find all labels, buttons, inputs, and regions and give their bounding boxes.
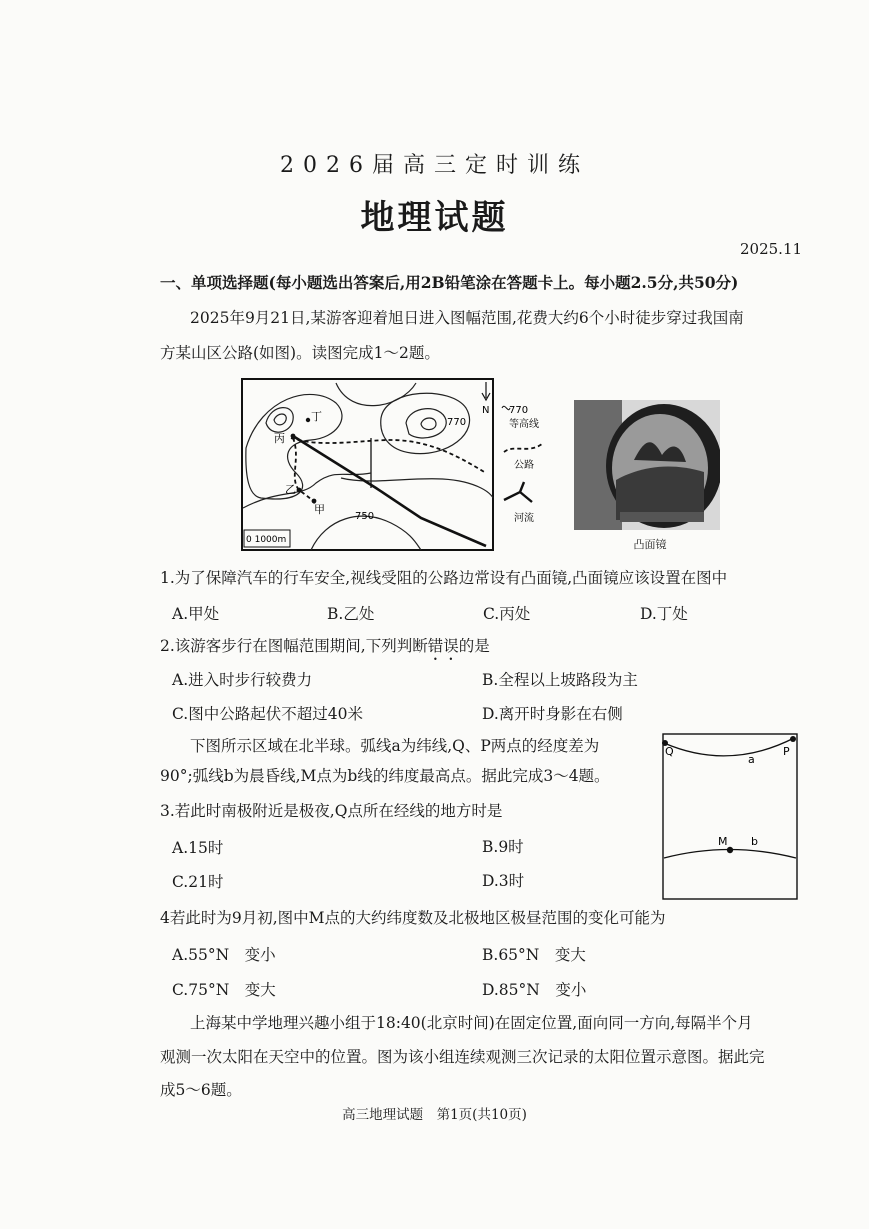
mirror-caption: 凸面镜 xyxy=(633,538,667,551)
legend-road-label: 公路 xyxy=(514,460,534,471)
q1-stem: 1.为了保障汽车的行车安全,视线受阻的公路边常设有凸面镜,凸面镜应该设置在图中 xyxy=(160,569,728,587)
label-jia: 甲 xyxy=(314,503,325,516)
q4-option-d: D.85°N 变小 xyxy=(482,981,587,999)
latitude-terminator-diagram xyxy=(662,733,798,901)
legend-contour-value: 770 xyxy=(509,405,529,416)
label-north: N xyxy=(482,405,490,416)
page-footer: 高三地理试题 第1页(共10页) xyxy=(342,1107,527,1123)
legend-river-label: 河流 xyxy=(514,513,534,524)
q2-stem-emphasis: 错误 xyxy=(427,637,459,655)
legend-river-icon xyxy=(504,482,532,502)
q2-option-a: A.进入时步行较费力 xyxy=(172,671,313,689)
passage3-line1: 上海某中学地理兴趣小组于18:40(北京时间)在固定位置,面向同一方向,每隔半个月 xyxy=(190,1014,753,1032)
exam-date: 2025.11 xyxy=(740,240,803,258)
exam-title: 2026届高三定时训练 xyxy=(280,153,589,178)
q4-option-c: C.75°N 变大 xyxy=(172,981,276,999)
section-heading: 一、单项选择题(每小题选出答案后,用2B铅笔涂在答题卡上。每小题2.5分,共50分) xyxy=(160,273,739,292)
label-770: 770 xyxy=(447,417,467,428)
contour-line xyxy=(243,473,371,508)
legend-road-icon xyxy=(504,444,542,452)
convex-mirror-photo xyxy=(574,400,720,530)
label-a: a xyxy=(748,753,755,766)
map-legend xyxy=(500,396,560,526)
legend-contour-label: 等高线 xyxy=(509,419,539,430)
q3-option-b: B.9时 xyxy=(482,838,524,856)
q2-option-c: C.图中公路起伏不超过40米 xyxy=(172,705,363,723)
passage1-line1: 2025年9月21日,某游客迎着旭日进入图幅范围,花费大约6个小时徒步穿过我国南 xyxy=(190,309,744,327)
subject-title: 地理试题 xyxy=(360,198,509,238)
label-750: 750 xyxy=(355,511,375,522)
q3-option-d: D.3时 xyxy=(482,872,525,890)
q1-option-c: C.丙处 xyxy=(483,605,531,623)
contour-line xyxy=(421,418,436,430)
label-yi: 乙 xyxy=(285,483,296,496)
label-p: P xyxy=(783,745,790,758)
contour-line xyxy=(406,409,446,438)
q1-option-b: B.乙处 xyxy=(327,605,375,623)
q4-option-b: B.65°N 变大 xyxy=(482,946,586,964)
point-m xyxy=(727,847,733,853)
passage2-line1: 下图所示区域在北半球。弧线a为纬线,Q、P两点的经度差为 xyxy=(190,737,600,755)
q2-option-b: B.全程以上坡路段为主 xyxy=(482,671,638,689)
point-p xyxy=(790,736,796,742)
passage2-line2: 90°;弧线b为晨昏线,M点为b线的纬度最高点。据此完成3～4题。 xyxy=(160,767,610,785)
q1-option-a: A.甲处 xyxy=(172,605,220,623)
q2-stem: 2.该游客步行在图幅范围期间,下列判断错误的是 xyxy=(160,637,490,655)
passage1-line2: 方某山区公路(如图)。读图完成1～2题。 xyxy=(160,344,440,362)
label-bing: 丙 xyxy=(274,432,285,445)
point-yi xyxy=(297,488,302,493)
q4-option-a: A.55°N 变小 xyxy=(172,946,276,964)
label-ding: 丁 xyxy=(311,410,322,423)
scale-bar: 0 1000m xyxy=(246,535,287,545)
passage3-line2: 观测一次太阳在天空中的位置。图为该小组连续观测三次记录的太阳位置示意图。据此完 xyxy=(160,1048,765,1066)
q1-option-d: D.丁处 xyxy=(640,605,688,623)
q3-option-a: A.15时 xyxy=(172,839,224,857)
point-bing xyxy=(291,434,296,439)
contour-line xyxy=(336,383,416,406)
passage3-line3: 成5～6题。 xyxy=(160,1081,242,1099)
topographic-map xyxy=(241,378,494,551)
label-q: Q xyxy=(665,745,674,758)
contour-line xyxy=(274,414,286,425)
contour-line xyxy=(266,408,293,433)
q2-option-d: D.离开时身影在右侧 xyxy=(482,705,623,723)
river xyxy=(293,436,486,546)
label-m: M xyxy=(718,835,728,848)
arc-a-latitude xyxy=(664,738,794,756)
label-b: b xyxy=(751,835,758,848)
point-ding xyxy=(306,418,310,422)
q3-option-c: C.21时 xyxy=(172,873,224,891)
q3-stem: 3.若此时南极附近是极夜,Q点所在经线的地方时是 xyxy=(160,802,503,820)
q4-stem: 4若此时为9月初,图中M点的大约纬度数及北极地区极昼范围的变化可能为 xyxy=(160,909,666,927)
